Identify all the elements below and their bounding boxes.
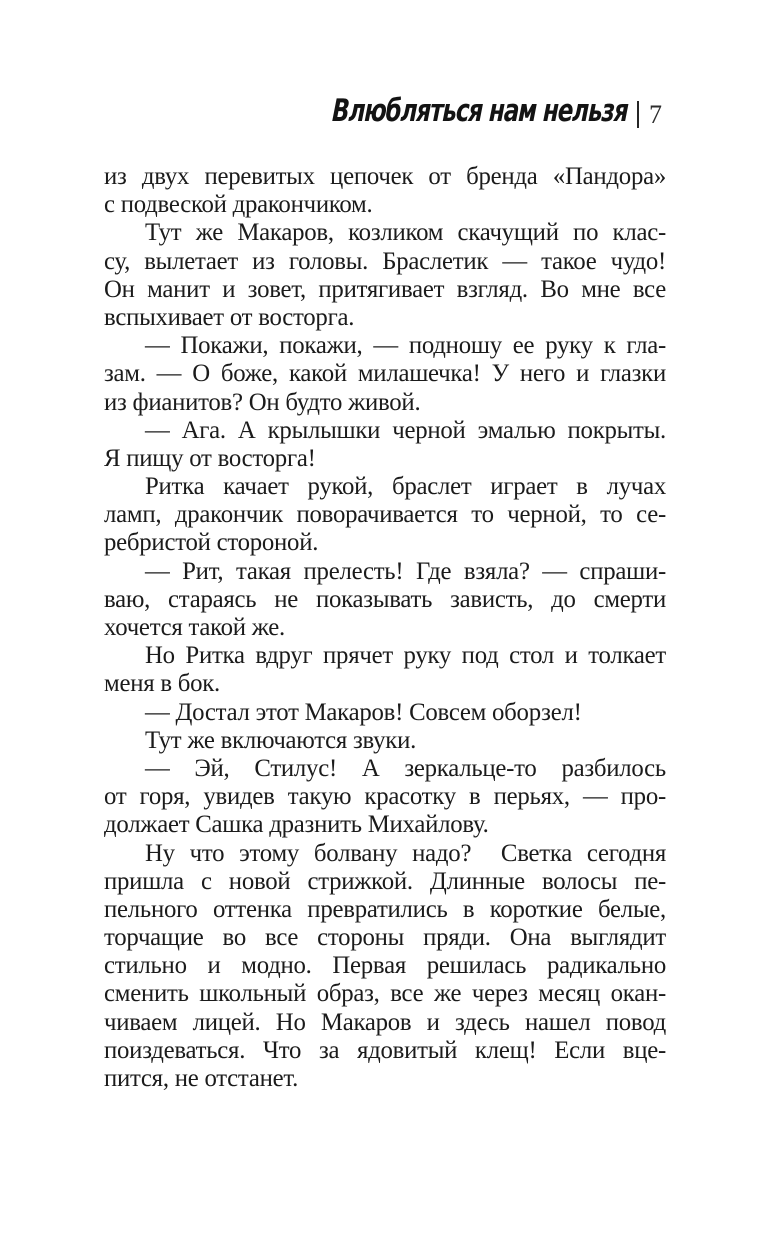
text-line: сменить школьный образ, все же через месяц окан-: [104, 980, 666, 1008]
text-line: пельного оттенка превратились в короткие белые,: [104, 895, 666, 923]
text-line: — Достал этот Макаров! Совсем оборзел!: [145, 698, 582, 726]
text-line: зам. — О боже, какой милашечка! У него и глазки: [104, 360, 666, 388]
text-line: Но Ритка вдруг прячет руку под стол и толкает: [145, 642, 666, 670]
text-line: су, вылетает из головы. Браслетик — такое чудо!: [104, 247, 666, 275]
text-line: поиздеваться. Что за ядовитый клещ! Если вце-: [104, 1036, 666, 1064]
text-line: от горя, увидев такую красотку в перьях, — про-: [104, 783, 666, 811]
text-line: пришла с новой стрижкой. Длинные волосы пе-: [104, 867, 666, 895]
text-line: Он манит и зовет, притягивает взгляд. Во мне все: [104, 275, 666, 303]
text-line: из двух перевитых цепочек от бренда «Пандора»: [104, 163, 666, 190]
text-line: — Эй, Стилус! А зеркальце-то разбилось: [145, 754, 666, 782]
book-title-script: Влюбляться нам нельзя: [331, 93, 629, 129]
text-line: — Ага. А крылышки черной эмалью покрыты.: [145, 416, 666, 444]
text-line: Ритка качает рукой, браслет играет в лучах: [145, 473, 666, 501]
text-line: с подвеской дракончиком.: [104, 191, 373, 219]
text-line: ламп, дракончик поворачивается то черной, то се-: [104, 501, 666, 529]
header-separator: [637, 101, 639, 128]
text-line: Тут же Макаров, козликом скачущий по клас-: [145, 219, 666, 247]
text-line: хочется такой же.: [104, 614, 285, 641]
text-line: — Покажи, покажи, — подношу ее руку к гла-: [145, 332, 666, 360]
text-line: должает Сашка дразнить Михайлову.: [104, 811, 489, 839]
page-body: [104, 163, 666, 1093]
text-line: ваю, стараясь не показывать зависть, до смерти: [104, 585, 666, 613]
text-line: Тут же включаются звуки.: [145, 726, 417, 754]
text-line: — Рит, такая прелесть! Где взяла? — спраши-: [145, 557, 666, 585]
text-line: вспыхивает от восторга.: [104, 303, 355, 331]
text-line: ребристой стороной.: [104, 529, 319, 557]
text-line: из фианитов? Он будто живой.: [104, 388, 421, 416]
text-line: торчащие во все стороны пряди. Она выглядит: [104, 924, 666, 952]
text-line: Я пищу от восторга!: [104, 444, 316, 472]
text-line: пится, не отстанет.: [104, 1065, 299, 1092]
page-number: 7: [649, 99, 662, 129]
text-line: чиваем лицей. Но Макаров и здесь нашел повод: [104, 1008, 666, 1036]
text-line: меня в бок.: [104, 670, 220, 698]
running-header: [228, 94, 662, 130]
text-line: Ну что этому болвану надо? Светка сегодня: [145, 839, 666, 867]
text-line: стильно и модно. Первая решилась радикально: [104, 952, 666, 980]
